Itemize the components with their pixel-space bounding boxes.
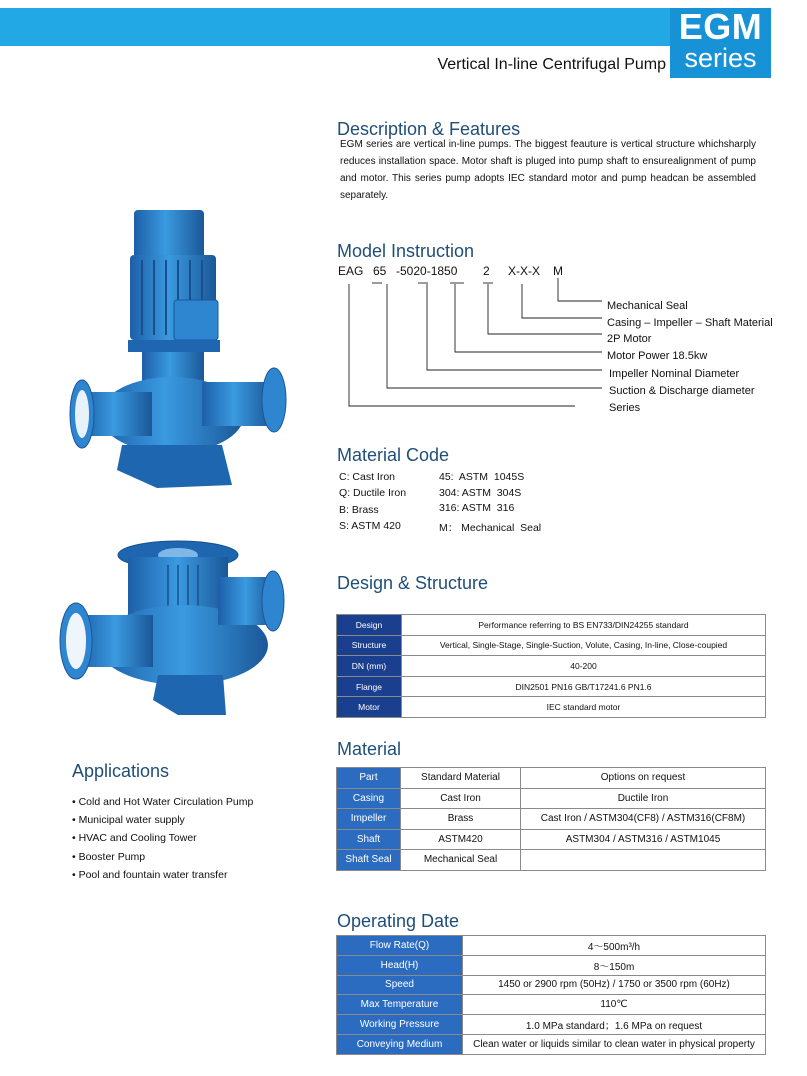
- model-label-series: Series: [609, 402, 641, 414]
- table-row: [337, 829, 766, 850]
- vertical-pump-image: [62, 200, 292, 495]
- design-row-value: 40-200: [402, 656, 766, 677]
- material-col-header: Standard Material: [401, 768, 521, 789]
- material-code-item: 316: ASTM 316: [439, 502, 515, 514]
- badge-title: EGM: [678, 6, 763, 47]
- model-code-series: EAG: [338, 264, 364, 278]
- material-standard: Cast Iron: [401, 788, 521, 809]
- table-row: [337, 676, 766, 697]
- design-row-value: DIN2501 PN16 GB/T17241.6 PN1.6: [402, 676, 766, 697]
- design-row-label: Flange: [337, 676, 402, 697]
- design-row-label: Motor: [337, 697, 402, 718]
- material-heading: Material: [337, 739, 402, 759]
- table-row: [337, 635, 766, 656]
- table-row: [337, 788, 766, 809]
- design-heading: Design & Structure: [337, 573, 489, 593]
- material-standard: Brass: [401, 809, 521, 830]
- operating-value: 1.0 MPa standard；1.6 MPa on request: [463, 1015, 766, 1035]
- list-item: • HVAC and Cooling Tower: [72, 829, 253, 847]
- material-options: [521, 850, 766, 871]
- design-row-label: DN (mm): [337, 656, 402, 677]
- model-code-poles: 2: [483, 264, 490, 278]
- table-row: [337, 697, 766, 718]
- table-row: [337, 975, 766, 995]
- operating-label: Max Temperature: [337, 995, 463, 1015]
- table-row: [337, 955, 766, 975]
- table-row: [337, 995, 766, 1015]
- material-options: Cast Iron / ASTM304(CF8) / ASTM316(CF8M): [521, 809, 766, 830]
- table-row: [337, 1015, 766, 1035]
- model-label-material: Casing – Impeller – Shaft Material: [607, 317, 773, 329]
- material-code-item: C: Cast Iron: [339, 471, 396, 483]
- list-item: • Cold and Hot Water Circulation Pump: [72, 793, 253, 811]
- applications-list: [72, 793, 253, 884]
- material-standard: Mechanical Seal: [401, 850, 521, 871]
- design-row-label: Design: [337, 615, 402, 636]
- operating-heading: Operating Date: [337, 911, 460, 931]
- design-row-label: Structure: [337, 635, 402, 656]
- pump-head-image: [48, 535, 288, 720]
- description-text: EGM series are vertical in-line pumps. The biggest feauture is vertical structure whichsharply reduces installation space. Motor shaft is pluged into pump shaft to ensurealignment of pump and motor. This series pump adopts IEC standard motor and pump headcan be assembled separately.: [340, 139, 756, 201]
- table-row: [337, 809, 766, 830]
- table-row: [337, 850, 766, 871]
- material-code-item: 304: ASTM 304S: [439, 487, 522, 499]
- model-label-poles: 2P Motor: [607, 333, 652, 345]
- operating-value: 8～150m: [463, 955, 766, 975]
- model-leader-lines: [330, 270, 610, 420]
- design-row-value: Performance referring to BS EN733/DIN24255 standard: [402, 615, 766, 636]
- operating-label: Head(H): [337, 955, 463, 975]
- material-options: Ductile Iron: [521, 788, 766, 809]
- operating-value: 4～500m³/h: [463, 936, 766, 956]
- material-options: ASTM304 / ASTM316 / ASTM1045: [521, 829, 766, 850]
- design-row-value: Vertical, Single-Stage, Single-Suction, Volute, Casing, In-line, Close-coupied: [402, 635, 766, 656]
- table-row: [337, 615, 766, 636]
- model-label-suction: Suction & Discharge diameter: [609, 385, 755, 397]
- material-col-header: Part: [337, 768, 401, 789]
- operating-value: 1450 or 2900 rpm (50Hz) / 1750 or 3500 rpm (60Hz): [463, 975, 766, 995]
- operating-label: Flow Rate(Q): [337, 936, 463, 956]
- operating-label: Conveying Medium: [337, 1034, 463, 1054]
- material-code-item: M： Mechanical Seal: [439, 522, 542, 534]
- model-code-material: X-X-X: [508, 264, 541, 278]
- material-part: Casing: [337, 788, 401, 809]
- material-part: Shaft Seal: [337, 850, 401, 871]
- material-code-item: Q: Ductile Iron: [339, 487, 407, 499]
- model-label-impeller: Impeller Nominal Diameter: [609, 368, 740, 380]
- table-row: [337, 936, 766, 956]
- list-item: • Pool and fountain water transfer: [72, 866, 253, 884]
- material-code-item: S: ASTM 420: [339, 520, 401, 532]
- table-row: [337, 1034, 766, 1054]
- design-table: [336, 614, 766, 718]
- list-item: • Municipal water supply: [72, 811, 253, 829]
- operating-value: Clean water or liquids similar to clean water in physical property: [463, 1034, 766, 1054]
- material-code-heading: Material Code: [337, 445, 450, 465]
- operating-label: Working Pressure: [337, 1015, 463, 1035]
- table-row: [337, 656, 766, 677]
- model-instruction-heading: Model Instruction: [337, 241, 475, 261]
- design-row-value: IEC standard motor: [402, 697, 766, 718]
- material-code-item: B: Brass: [339, 504, 379, 516]
- series-badge: [670, 8, 771, 78]
- header-bar: [0, 8, 670, 46]
- page-subtitle: Vertical In-line Centrifugal Pump: [437, 56, 666, 73]
- material-part: Shaft: [337, 829, 401, 850]
- model-label-seal: Mechanical Seal: [607, 300, 688, 312]
- badge-subtitle: series: [684, 43, 757, 73]
- material-col-header: Options on request: [521, 768, 766, 789]
- material-part: Impeller: [337, 809, 401, 830]
- model-code-impeller-power: -5020-1850: [396, 264, 458, 278]
- table-row: [337, 768, 766, 789]
- material-standard: ASTM420: [401, 829, 521, 850]
- list-item: • Booster Pump: [72, 848, 253, 866]
- model-label-power: Motor Power 18.5kw: [607, 350, 708, 362]
- operating-table: [336, 935, 766, 1055]
- operating-value: 110℃: [463, 995, 766, 1015]
- description-heading: Description & Features: [337, 119, 521, 139]
- material-table: [336, 767, 766, 871]
- applications-heading: Applications: [72, 761, 170, 781]
- material-code-item: 45: ASTM 1045S: [439, 471, 525, 483]
- model-code-diameter: 65: [373, 264, 387, 278]
- model-code-seal: M: [553, 264, 563, 278]
- operating-label: Speed: [337, 975, 463, 995]
